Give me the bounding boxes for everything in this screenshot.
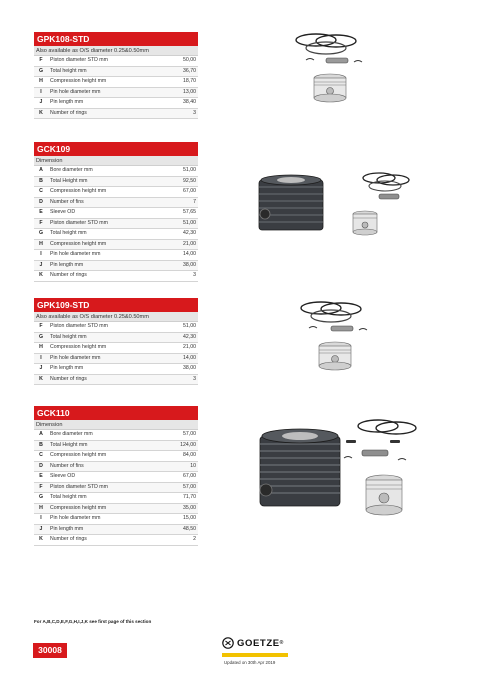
spec-value: 42,30: [168, 332, 198, 343]
spec-value: 2: [164, 535, 198, 546]
spec-value: 48,50: [164, 524, 198, 535]
spec-value: 36,70: [168, 66, 198, 77]
spec-letter: H: [34, 343, 48, 354]
spec-letter: F: [34, 482, 48, 493]
spec-letter: J: [34, 98, 48, 109]
spec-value: 3: [168, 374, 198, 385]
spec-letter: C: [34, 187, 48, 198]
section-title: GCK110: [34, 406, 198, 420]
spec-value: 21,00: [168, 343, 198, 354]
spec-value: 38,00: [168, 364, 198, 375]
spec-row: [34, 250, 198, 261]
spec-name: Compression height mm: [48, 343, 168, 354]
brand-bar: [222, 653, 288, 657]
spec-name: Compression height mm: [48, 451, 164, 462]
spec-value: 50,00: [168, 56, 198, 66]
spec-value: 84,00: [164, 451, 198, 462]
spec-value: 21,00: [168, 239, 198, 250]
product-section-gpk109: [34, 298, 198, 385]
spec-letter: G: [34, 493, 48, 504]
spec-name: Piston diameter STD mm: [48, 56, 168, 66]
spec-name: Total height mm: [48, 66, 168, 77]
spec-value: 13,00: [168, 87, 198, 98]
spec-value: 10: [164, 461, 198, 472]
spec-letter: H: [34, 503, 48, 514]
spec-row: [34, 56, 198, 66]
spec-row: [34, 218, 198, 229]
spec-letter: I: [34, 514, 48, 525]
spec-name: Compression height mm: [48, 187, 168, 198]
spec-letter: H: [34, 239, 48, 250]
spec-row: [34, 66, 198, 77]
cylinder-kit-image: [250, 414, 420, 526]
spec-letter: A: [34, 430, 48, 440]
spec-name: Number of fins: [48, 461, 164, 472]
spec-row: [34, 87, 198, 98]
section-title: GPK108-STD: [34, 32, 198, 46]
spec-row: [34, 374, 198, 385]
spec-row: [34, 187, 198, 198]
spec-letter: H: [34, 77, 48, 88]
spec-name: Pin hole diameter mm: [48, 87, 168, 98]
spec-value: 14,00: [168, 353, 198, 364]
spec-name: Total height mm: [48, 332, 168, 343]
section-subtitle: Dimension: [34, 420, 198, 430]
spec-table: [34, 56, 198, 119]
spec-name: Bore diameter mm: [48, 166, 168, 176]
spec-letter: G: [34, 332, 48, 343]
spec-letter: I: [34, 353, 48, 364]
spec-table: [34, 430, 198, 546]
spec-name: Pin hole diameter mm: [48, 250, 168, 261]
spec-row: [34, 322, 198, 332]
spec-name: Bore diameter mm: [48, 430, 164, 440]
section-subtitle: Dimension: [34, 156, 198, 166]
spec-row: [34, 98, 198, 109]
product-section-gpk108: [34, 32, 198, 119]
spec-row: [34, 353, 198, 364]
spec-name: Pin length mm: [48, 260, 168, 271]
spec-name: Compression height mm: [48, 503, 164, 514]
spec-name: Compression height mm: [48, 239, 168, 250]
spec-name: Sleeve OD: [48, 472, 164, 483]
piston-kit-image: [295, 296, 375, 378]
spec-letter: E: [34, 472, 48, 483]
spec-row: [34, 430, 198, 440]
brand-name: GOETZE: [237, 637, 280, 649]
footnote: For A,B,C,D,E,F,G,H,I,J,K see first page of this section: [34, 619, 152, 624]
spec-row: [34, 472, 198, 483]
spec-name: Total height mm: [48, 493, 164, 504]
spec-row: [34, 343, 198, 354]
spec-value: 35,00: [164, 503, 198, 514]
spec-letter: G: [34, 66, 48, 77]
spec-value: 38,40: [168, 98, 198, 109]
spec-letter: C: [34, 451, 48, 462]
spec-value: 57,00: [164, 482, 198, 493]
spec-value: 38,00: [168, 260, 198, 271]
spec-value: 57,00: [164, 430, 198, 440]
spec-value: 67,00: [164, 472, 198, 483]
spec-row: [34, 461, 198, 472]
spec-letter: J: [34, 364, 48, 375]
spec-row: [34, 364, 198, 375]
spec-name: Total Height mm: [48, 176, 168, 187]
spec-letter: A: [34, 166, 48, 176]
spec-letter: F: [34, 56, 48, 66]
spec-value: 124,00: [164, 440, 198, 451]
spec-name: Number of rings: [48, 374, 168, 385]
spec-letter: K: [34, 271, 48, 282]
spec-row: [34, 535, 198, 546]
spec-value: 57,65: [168, 208, 198, 219]
spec-name: Compression height mm: [48, 77, 168, 88]
spec-row: [34, 524, 198, 535]
spec-name: Number of rings: [48, 535, 164, 546]
spec-row: [34, 166, 198, 176]
spec-value: 51,00: [168, 218, 198, 229]
spec-row: [34, 108, 198, 119]
spec-name: Pin hole diameter mm: [48, 514, 164, 525]
page-number: 30008: [33, 643, 67, 658]
spec-letter: B: [34, 440, 48, 451]
spec-table: [34, 322, 198, 385]
spec-value: 3: [168, 108, 198, 119]
spec-name: Number of rings: [48, 108, 168, 119]
spec-letter: K: [34, 108, 48, 119]
spec-name: Total Height mm: [48, 440, 164, 451]
section-title: GPK109-STD: [34, 298, 198, 312]
spec-row: [34, 482, 198, 493]
spec-letter: D: [34, 197, 48, 208]
spec-row: [34, 229, 198, 240]
spec-row: [34, 239, 198, 250]
spec-value: 15,00: [164, 514, 198, 525]
spec-letter: K: [34, 374, 48, 385]
spec-letter: J: [34, 260, 48, 271]
spec-row: [34, 514, 198, 525]
spec-row: [34, 208, 198, 219]
spec-value: 3: [168, 271, 198, 282]
spec-row: [34, 451, 198, 462]
cylinder-kit-image: [255, 168, 415, 248]
spec-letter: I: [34, 250, 48, 261]
spec-row: [34, 260, 198, 271]
section-subtitle: Also available as O/S diameter 0.25&0.50mm: [34, 46, 198, 56]
spec-table: [34, 166, 198, 282]
spec-row: [34, 440, 198, 451]
spec-name: Pin length mm: [48, 524, 164, 535]
spec-value: 14,00: [168, 250, 198, 261]
spec-value: 67,00: [168, 187, 198, 198]
spec-name: Piston diameter STD mm: [48, 322, 168, 332]
section-subtitle: Also available as O/S diameter 0.25&0.50mm: [34, 312, 198, 322]
spec-value: 7: [168, 197, 198, 208]
spec-value: 51,00: [168, 322, 198, 332]
spec-row: [34, 197, 198, 208]
spec-letter: G: [34, 229, 48, 240]
spec-value: 51,00: [168, 166, 198, 176]
spec-letter: F: [34, 218, 48, 229]
goetze-logo-icon: [222, 637, 234, 649]
product-section-gck109: [34, 142, 198, 282]
spec-letter: K: [34, 535, 48, 546]
spec-name: Sleeve OD: [48, 208, 168, 219]
spec-name: Pin length mm: [48, 364, 168, 375]
brand-mark: ®: [279, 640, 284, 646]
spec-value: 92,50: [168, 176, 198, 187]
spec-name: Number of rings: [48, 271, 168, 282]
spec-letter: I: [34, 87, 48, 98]
spec-letter: J: [34, 524, 48, 535]
spec-name: Number of fins: [48, 197, 168, 208]
spec-name: Piston diameter STD mm: [48, 482, 164, 493]
spec-row: [34, 493, 198, 504]
spec-letter: D: [34, 461, 48, 472]
updated-date: Updated on 30th Apr 2019: [224, 660, 276, 665]
spec-name: Total height mm: [48, 229, 168, 240]
spec-name: Pin length mm: [48, 98, 168, 109]
section-title: GCK109: [34, 142, 198, 156]
spec-letter: F: [34, 322, 48, 332]
spec-row: [34, 503, 198, 514]
spec-value: 18,70: [168, 77, 198, 88]
spec-row: [34, 271, 198, 282]
spec-letter: B: [34, 176, 48, 187]
spec-letter: E: [34, 208, 48, 219]
piston-kit-image: [290, 30, 370, 110]
spec-value: 42,30: [168, 229, 198, 240]
product-section-gck110: [34, 406, 198, 546]
spec-row: [34, 332, 198, 343]
spec-row: [34, 176, 198, 187]
spec-name: Pin hole diameter mm: [48, 353, 168, 364]
spec-row: [34, 77, 198, 88]
spec-name: Piston diameter STD mm: [48, 218, 168, 229]
spec-value: 71,70: [164, 493, 198, 504]
